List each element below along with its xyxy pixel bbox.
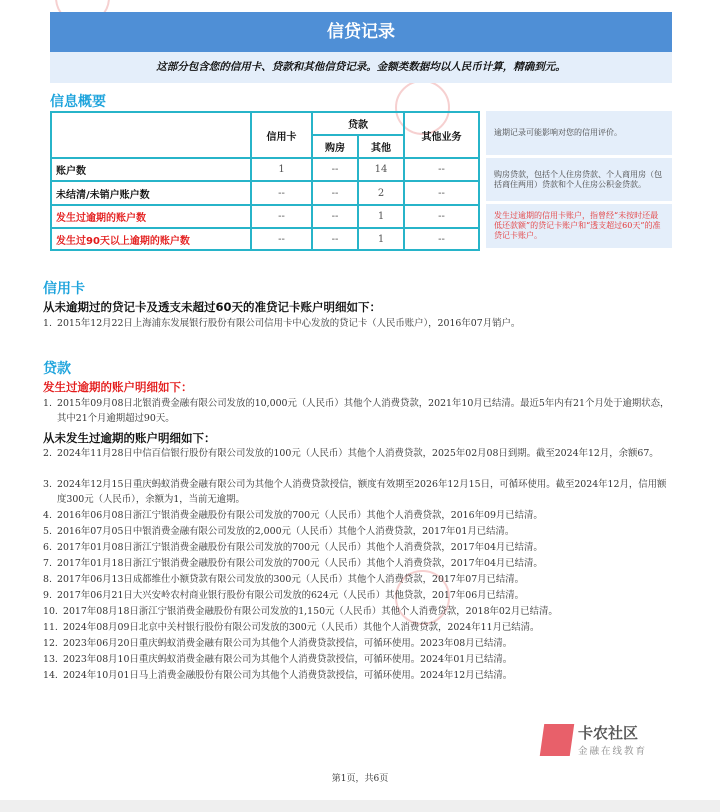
list-item — [43, 446, 673, 461]
item-text: 2017年01月08日浙江宁银消费金融股份有限公司发放的700元（人民币）其他个人消费贷款，2017年04月已结清。 — [57, 542, 543, 553]
summary-title: 信息概要 — [50, 94, 106, 110]
note-overdue-card: 发生过逾期的信用卡账户，指曾经“未按时还最低还款额”的贷记卡账户和“透支超过60天”的准贷记卡账户。 — [486, 204, 672, 248]
item-text: 2024年10月01日马上消费金融股份有限公司为其他个人消费贷款授信，可循环使用。2024年12月已结清。 — [63, 670, 513, 681]
cell: 1 — [358, 205, 404, 228]
item-text: 2024年11月28日中信百信银行股份有限公司发放的100元（人民币）其他个人消费贷款，2025年02月08日到期。截至2024年12月，余额67。 — [57, 448, 659, 459]
cell: 1 — [251, 158, 312, 181]
item-text: 2015年09月08日北银消费金融有限公司发放的10,000元（人民币）其他个人消费贷款，2021年10月已结清。最近5年内有21个月处于逾期状态，其中21个月逾期超过90天。 — [57, 398, 670, 424]
item-number: 11. — [43, 622, 58, 633]
table-row — [51, 205, 479, 228]
list-item — [43, 668, 673, 683]
cell: -- — [312, 158, 358, 181]
note-overdue: 逾期记录可能影响对您的信用评价。 — [486, 111, 672, 155]
list-item — [43, 652, 673, 667]
row-label: 发生过逾期的账户数 — [51, 205, 251, 228]
item-number: 10. — [43, 606, 58, 617]
overdue-heading: 发生过逾期的账户明细如下： — [43, 380, 193, 394]
normal-heading: 从未发生过逾期的账户明细如下： — [43, 431, 216, 445]
item-text: 2017年08月18日浙江宁银消费金融股份有限公司发放的1,150元（人民币）其他个人消费贷款，2018年02月已结清。 — [63, 606, 558, 617]
table-row — [51, 228, 479, 250]
item-number: 9. — [43, 590, 52, 601]
table-row — [51, 181, 479, 205]
credit-card-title: 信用卡 — [43, 281, 85, 297]
list-item — [43, 540, 673, 555]
item-text: 2017年06月13日成都维仕小额贷款有限公司发放的300元（人民币）其他个人消费贷款，2017年07月已结清。 — [57, 574, 525, 585]
item-text: 2015年12月22日上海浦东发展银行股份有限公司信用卡中心发放的贷记卡（人民币账户），2016年07月销户。 — [57, 318, 521, 329]
item-text: 2017年06月21日大兴安岭农村商业银行股份有限公司发放的624元（人民币）其他贷款，2017年06月已结清。 — [57, 590, 525, 601]
section-title: 信贷记录 — [50, 12, 672, 52]
item-number: 14. — [43, 670, 58, 681]
list-item — [43, 396, 673, 426]
list-item — [43, 316, 683, 331]
cell: 2 — [358, 181, 404, 205]
table-row — [51, 158, 479, 181]
row-label: 发生过90天以上逾期的账户数 — [51, 228, 251, 250]
col-other-business: 其他业务 — [404, 112, 479, 158]
cell: -- — [404, 158, 479, 181]
cell: -- — [312, 205, 358, 228]
item-number: 12. — [43, 638, 58, 649]
summary-table — [50, 111, 480, 251]
bottom-band — [0, 800, 720, 812]
list-item — [43, 508, 673, 523]
item-number: 5. — [43, 526, 52, 537]
item-text: 2024年12月15日重庆蚂蚁消费金融有限公司为其他个人消费贷款授信，额度有效期至2026年12月15日，可循环使用。截至2024年12月，信用额度300元（人民币），余额为1，当前无逾期。 — [57, 479, 667, 505]
item-number: 8. — [43, 574, 52, 585]
item-text: 2016年06月08日浙江宁银消费金融股份有限公司发放的700元（人民币）其他个人消费贷款，2016年09月已结清。 — [57, 510, 543, 521]
cell: 1 — [358, 228, 404, 250]
watermark-logo — [542, 722, 647, 757]
item-text: 2024年08月09日北京中关村银行股份有限公司发放的300元（人民币）其他个人消费贷款，2024年11月已结清。 — [63, 622, 540, 633]
item-text: 2023年06月20日重庆蚂蚁消费金融有限公司为其他个人消费贷款授信，可循环使用。2023年08月已结清。 — [63, 638, 513, 649]
cell: -- — [251, 228, 312, 250]
list-item — [43, 620, 673, 635]
item-number: 4. — [43, 510, 52, 521]
cell: -- — [251, 181, 312, 205]
list-item — [43, 604, 673, 619]
item-number: 1. — [43, 398, 52, 409]
item-number: 13. — [43, 654, 58, 665]
logo-slogan: 金融在线教育 — [578, 746, 648, 757]
cell: -- — [404, 205, 479, 228]
col-loan: 贷款 — [312, 112, 404, 135]
loans-title: 贷款 — [43, 361, 71, 377]
cell: -- — [404, 181, 479, 205]
cell: -- — [404, 228, 479, 250]
list-item — [43, 588, 673, 603]
col-credit-card: 信用卡 — [251, 112, 312, 158]
item-text: 2023年08月10日重庆蚂蚁消费金融有限公司为其他个人消费贷款授信，可循环使用。2024年01月已结清。 — [63, 654, 513, 665]
item-number: 7. — [43, 558, 52, 569]
cell: 14 — [358, 158, 404, 181]
logo-brand: 卡农社区 — [578, 724, 639, 742]
item-number: 2. — [43, 448, 52, 459]
header-blank — [51, 112, 251, 158]
list-item — [43, 524, 673, 539]
credit-card-heading: 从未逾期过的贷记卡及透支未超过60天的准贷记卡账户明细如下： — [43, 300, 381, 314]
list-item — [43, 477, 673, 507]
cell: -- — [312, 181, 358, 205]
section-subtitle: 这部分包含您的信用卡、贷款和其他信贷记录。金额类数据均以人民币计算，精确到元。 — [50, 52, 672, 83]
list-item — [43, 636, 673, 651]
item-number: 3. — [43, 479, 52, 490]
row-label: 未结清/未销户账户数 — [51, 181, 251, 205]
item-number: 6. — [43, 542, 52, 553]
page-number: 第1页，共6页 — [331, 774, 389, 784]
item-text: 2017年01月18日浙江宁银消费金融股份有限公司发放的700元（人民币）其他个人消费贷款，2017年04月已结清。 — [57, 558, 543, 569]
row-label: 账户数 — [51, 158, 251, 181]
cell: -- — [251, 205, 312, 228]
item-text: 2016年07月05日中银消费金融有限公司发放的2,000元（人民币）其他个人消费贷款，2017年01月已结清。 — [57, 526, 515, 537]
logo-mark-icon — [540, 724, 574, 756]
col-housing: 购房 — [312, 135, 358, 158]
list-item — [43, 572, 673, 587]
cell: -- — [312, 228, 358, 250]
col-other: 其他 — [358, 135, 404, 158]
note-housing: 购房贷款，包括个人住房贷款、个人商用房（包括商住两用）贷款和个人住房公积金贷款。 — [486, 158, 672, 201]
item-number: 1. — [43, 318, 52, 329]
list-item — [43, 556, 673, 571]
